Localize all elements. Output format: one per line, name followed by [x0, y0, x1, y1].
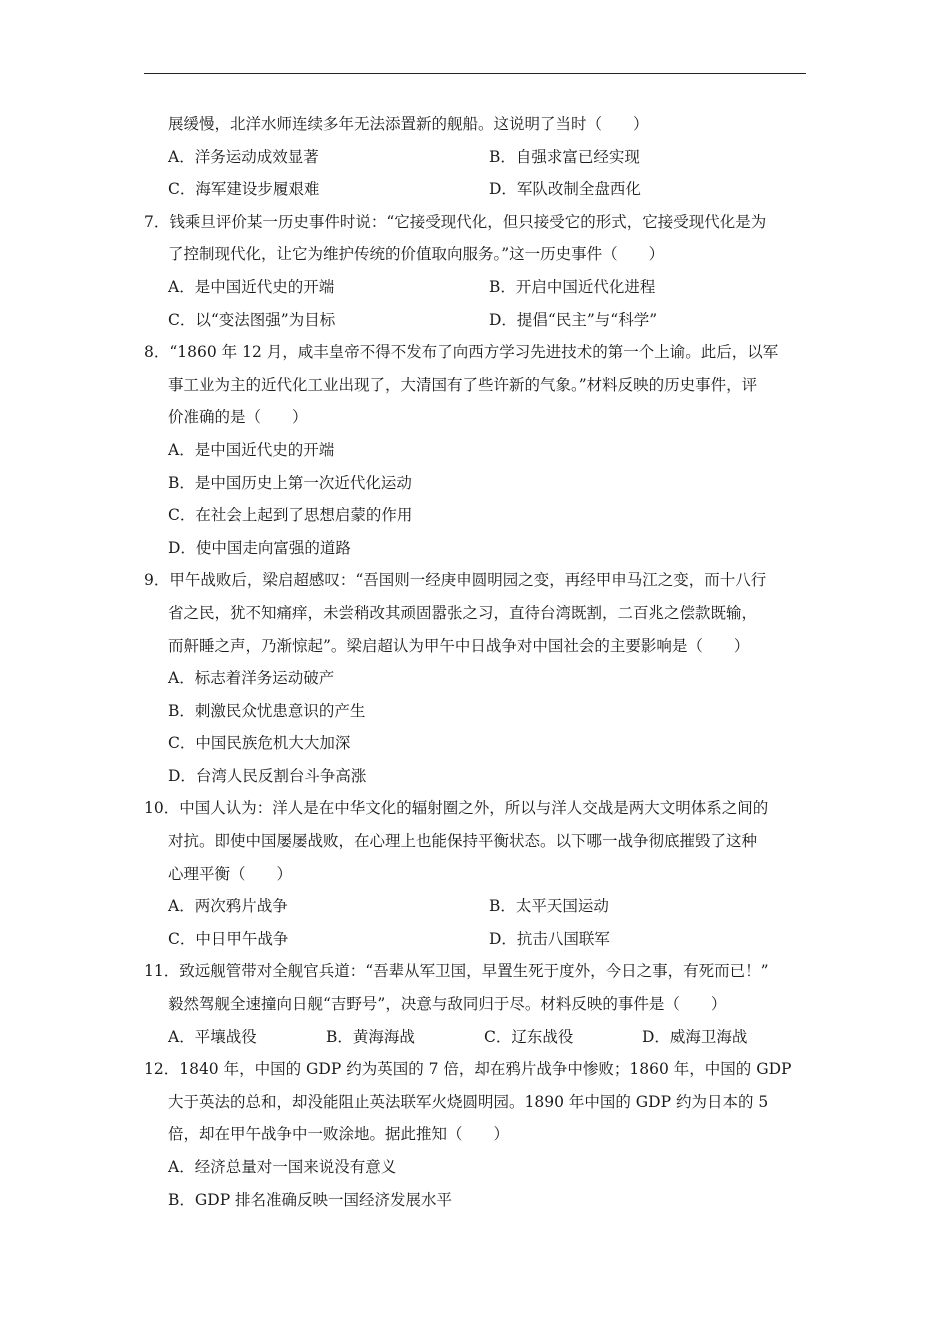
question-6-option-a[interactable]: A．洋务运动成效显著	[168, 147, 319, 166]
header-rule	[144, 73, 806, 74]
question-9-option-b[interactable]: B．刺激民众忧患意识的产生	[168, 701, 366, 720]
question-8-option-c[interactable]: C．在社会上起到了思想启蒙的作用	[168, 506, 413, 525]
question-12-stem-line3: 倍，却在甲午战争中一败涂地。据此推知（ ）	[168, 1125, 510, 1144]
question-6-option-b[interactable]: B．自强求富已经实现	[489, 147, 640, 166]
question-10-option-a[interactable]: A．两次鸦片战争	[168, 897, 288, 916]
question-9	[144, 564, 810, 792]
question-8-option-d[interactable]: D．使中国走向富强的道路	[168, 538, 351, 557]
exam-page	[144, 108, 810, 1216]
question-12-stem-line2: 大于英法的总和，却没能阻止英法联军火烧圆明园。1890 年中国的 GDP 约为日本的 5	[168, 1092, 769, 1111]
question-8-stem-line3: 价准确的是（ ）	[168, 408, 308, 427]
question-7-option-b[interactable]: B．开启中国近代化进程	[489, 277, 656, 296]
question-6-option-c[interactable]: C．海军建设步履艰难	[168, 180, 320, 199]
question-6-option-d[interactable]: D．军队改制全盘西化	[489, 180, 641, 199]
question-11	[144, 955, 810, 1053]
question-8-option-a[interactable]: A．是中国近代史的开端	[168, 440, 335, 459]
question-6	[144, 108, 810, 206]
question-11-stem-line2: 毅然驾舰全速撞向日舰“吉野号”，决意与敌同归于尽。材料反映的事件是（ ）	[168, 995, 727, 1014]
question-7-option-c[interactable]: C．以“变法图强”为目标	[168, 310, 336, 329]
question-11-options-row	[144, 1021, 810, 1054]
question-9-option-d[interactable]: D．台湾人民反割台斗争高涨	[168, 766, 367, 785]
question-10-options-row2	[144, 923, 810, 956]
question-10-stem-line3: 心理平衡（ ）	[168, 864, 293, 883]
question-9-stem-line1: 9．甲午战败后，梁启超感叹：“吾国则一经庚申圆明园之变，再经甲申马江之变，而十八行	[144, 571, 767, 590]
question-10-options-row1	[144, 890, 810, 923]
question-9-stem-line3: 而鼾睡之声，乃渐惊起”。梁启超认为甲午中日战争对中国社会的主要影响是（ ）	[168, 636, 750, 655]
question-11-option-b[interactable]: B．黄海海战	[326, 1027, 415, 1046]
question-9-stem-line2: 省之民，犹不知痛痒，未尝稍改其顽固嚣张之习，直待台湾既割，二百兆之偿款既输，	[168, 603, 758, 622]
question-10	[144, 792, 810, 955]
question-7-stem-line1: 7．钱乘旦评价某一历史事件时说：“它接受现代化，但只接受它的形式，它接受现代化是为	[144, 212, 767, 231]
question-7-option-a[interactable]: A．是中国近代史的开端	[168, 277, 335, 296]
question-12-stem-line1: 12．1840 年，中国的 GDP 约为英国的 7 倍，却在鸦片战争中惨败；1860 年，中国的 GDP	[144, 1060, 792, 1079]
question-6-options-row2	[144, 173, 810, 206]
question-7-options-row2	[144, 304, 810, 337]
question-10-option-b[interactable]: B．太平天国运动	[489, 897, 609, 916]
question-12	[144, 1053, 810, 1216]
question-10-stem-line1: 10．中国人认为：洋人是在中华文化的辐射圈之外，所以与洋人交战是两大文明体系之间的	[144, 799, 769, 818]
question-8	[144, 336, 810, 564]
question-6-options-row1	[144, 141, 810, 174]
question-11-option-c[interactable]: C．辽东战役	[484, 1027, 574, 1046]
question-8-option-b[interactable]: B．是中国历史上第一次近代化运动	[168, 473, 412, 492]
question-7	[144, 206, 810, 336]
question-8-stem-line1: 8．“1860 年 12 月，咸丰皇帝不得不发布了向西方学习先进技术的第一个上谕。此后，以军	[144, 343, 779, 362]
question-12-option-b[interactable]: B．GDP 排名准确反映一国经济发展水平	[168, 1190, 453, 1209]
question-10-option-d[interactable]: D．抗击八国联军	[489, 929, 610, 948]
question-10-option-c[interactable]: C．中日甲午战争	[168, 929, 289, 948]
question-11-option-d[interactable]: D．威海卫海战	[642, 1027, 748, 1046]
question-9-option-a[interactable]: A．标志着洋务运动破产	[168, 669, 335, 688]
question-8-stem-line2: 事工业为主的近代化工业出现了，大清国有了些许新的气象。”材料反映的历史事件，评	[168, 375, 758, 394]
question-7-option-d[interactable]: D．提倡“民主”与“科学”	[489, 310, 658, 329]
question-6-stem-cont: 展缓慢，北洋水师连续多年无法添置新的舰船。这说明了当时（ ）	[168, 115, 649, 133]
question-7-stem-line2: 了控制现代化，让它为维护传统的价值取向服务。”这一历史事件（ ）	[168, 245, 665, 264]
question-9-option-c[interactable]: C．中国民族危机大大加深	[168, 734, 351, 753]
question-12-option-a[interactable]: A．经济总量对一国来说没有意义	[168, 1158, 397, 1176]
question-10-stem-line2: 对抗。即使中国屡屡战败，在心理上也能保持平衡状态。以下哪一战争彻底摧毁了这种	[168, 832, 758, 851]
question-11-stem-line1: 11．致远舰管带对全舰官兵道：“吾辈从军卫国，早置生死于度外，今日之事，有死而已！”	[144, 962, 769, 981]
question-7-options-row1	[144, 271, 810, 304]
question-11-option-a[interactable]: A．平壤战役	[168, 1027, 257, 1046]
